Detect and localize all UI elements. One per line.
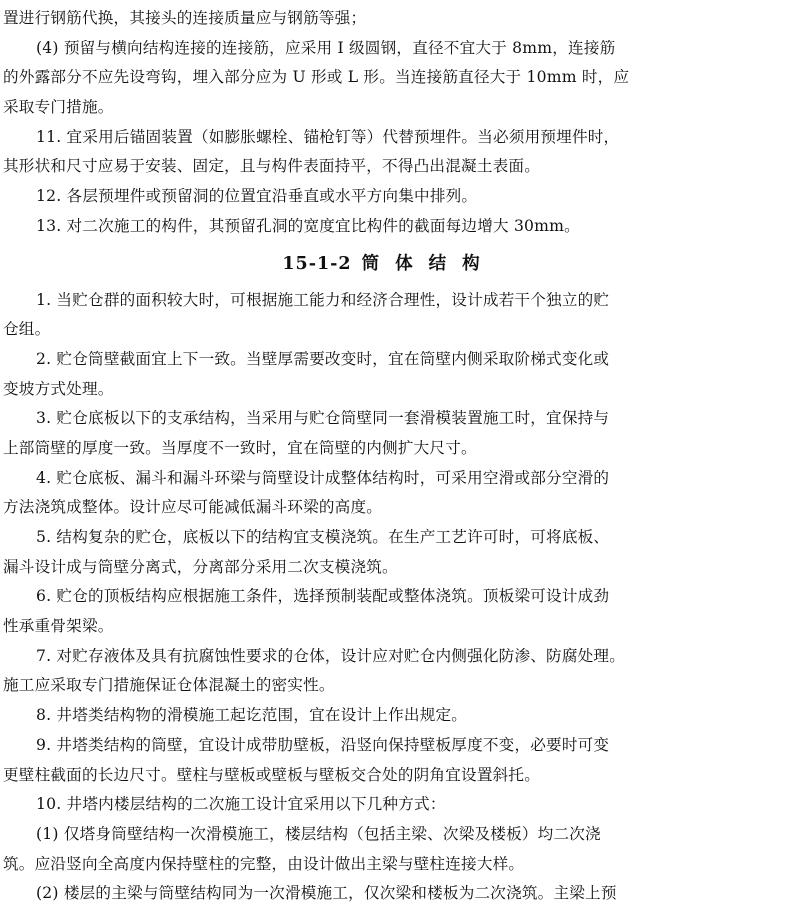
text-line: 8. 井塔类结构物的滑模施工起讫范围，宜在设计上作出规定。 bbox=[36, 706, 468, 725]
text-line: (4) 预留与横向结构连接的连接筋，应采用 I 级圆钢，直径不宜大于 8mm，连接筋 bbox=[36, 38, 616, 57]
text-line: 3. 贮仓底板以下的支承结构，当采用与贮仓筒壁同一套滑模装置施工时，宜保持与 bbox=[36, 409, 610, 428]
text-line: 方法浇筑成整体。设计应尽可能减低漏斗环梁的高度。 bbox=[3, 498, 383, 517]
text-line: 性承重骨架梁。 bbox=[3, 617, 114, 636]
text-line: 11. 宜采用后锚固装置（如膨胀螺栓、锚枪钉等）代替预埋件。当必须用预埋件时， bbox=[36, 127, 620, 146]
text-line: 其形状和尺寸应易于安装、固定，且与构件表面持平，不得凸出混凝土表面。 bbox=[3, 157, 540, 176]
text-block-before bbox=[3, 4, 775, 242]
text-line: 仓组。 bbox=[3, 320, 51, 339]
text-line: 4. 贮仓底板、漏斗和漏斗环梁与筒壁设计成整体结构时，可采用空滑或部分空滑的 bbox=[36, 468, 610, 487]
text-line: 施工应采取专门措施保证仓体混凝土的密实性。 bbox=[3, 676, 335, 695]
text-line: 9. 井塔类结构的筒壁，宜设计成带肋壁板，沿竖向保持壁板厚度不变，必要时可变 bbox=[36, 735, 610, 754]
text-line: 2. 贮仓筒壁截面宜上下一致。当壁厚需要改变时，宜在筒壁内侧采取阶梯式变化或 bbox=[36, 349, 610, 368]
text-line: 10. 井塔内楼层结构的二次施工设计宜采用以下几种方式： bbox=[36, 795, 446, 814]
text-line: 变坡方式处理。 bbox=[3, 379, 114, 398]
text-line: 7. 对贮存液体及具有抗腐蚀性要求的仓体，设计应对贮仓内侧强化防渗、防腐处理。 bbox=[36, 646, 626, 665]
text-line: 采取专门措施。 bbox=[3, 98, 114, 117]
text-line: 13. 对二次施工的构件，其预留孔洞的宽度宜比构件的截面每边增大 30mm。 bbox=[36, 216, 580, 235]
text-line: 的外露部分不应先设弯钩，埋入部分应为 U 形或 L 形。当连接筋直径大于 10mm 时，应 bbox=[3, 68, 630, 87]
section-title: 筒体结构 bbox=[361, 253, 496, 274]
text-line: 更壁柱截面的长边尺寸。壁柱与壁板或壁板与壁板交合处的阴角宜设置斜托。 bbox=[3, 765, 540, 784]
text-line: (2) 楼层的主梁与筒壁结构同为一次滑模施工，仅次梁和楼板为二次浇筑。主梁上预 bbox=[36, 884, 617, 903]
text-line: 5. 结构复杂的贮仓，底板以下的结构宜支模浇筑。在生产工艺许可时，可将底板、 bbox=[36, 528, 610, 546]
text-line: 6. 贮仓的顶板结构应根据施工条件，选择预制装配或整体浇筑。顶板梁可设计成劲 bbox=[36, 587, 610, 606]
text-block-after bbox=[3, 286, 775, 909]
text-line: 筑。应沿竖向全高度内保持壁柱的完整，由设计做出主梁与壁柱连接大样。 bbox=[3, 854, 525, 873]
text-line: (1) 仅塔身筒壁结构一次滑模施工，楼层结构（包括主梁、次梁及楼板）均二次浇 bbox=[36, 824, 601, 843]
text-line: 上部筒壁的厚度一致。当厚度不一致时，宜在筒壁的内侧扩大尺寸。 bbox=[3, 438, 477, 457]
text-line: 1. 当贮仓群的面积较大时，可根据施工能力和经济合理性，设计成若干个独立的贮 bbox=[36, 290, 610, 309]
text-line: 12. 各层预埋件或预留洞的位置宜沿垂直或水平方向集中排列。 bbox=[36, 187, 478, 206]
text-line: 漏斗设计成与筒壁分离式，分离部分采用二次支模浇筑。 bbox=[3, 557, 398, 576]
section-heading bbox=[3, 242, 775, 286]
text-line: 置进行钢筋代换，其接头的连接质量应与钢筋等强； bbox=[3, 9, 367, 27]
section-number: 15-1-2 bbox=[282, 253, 352, 274]
